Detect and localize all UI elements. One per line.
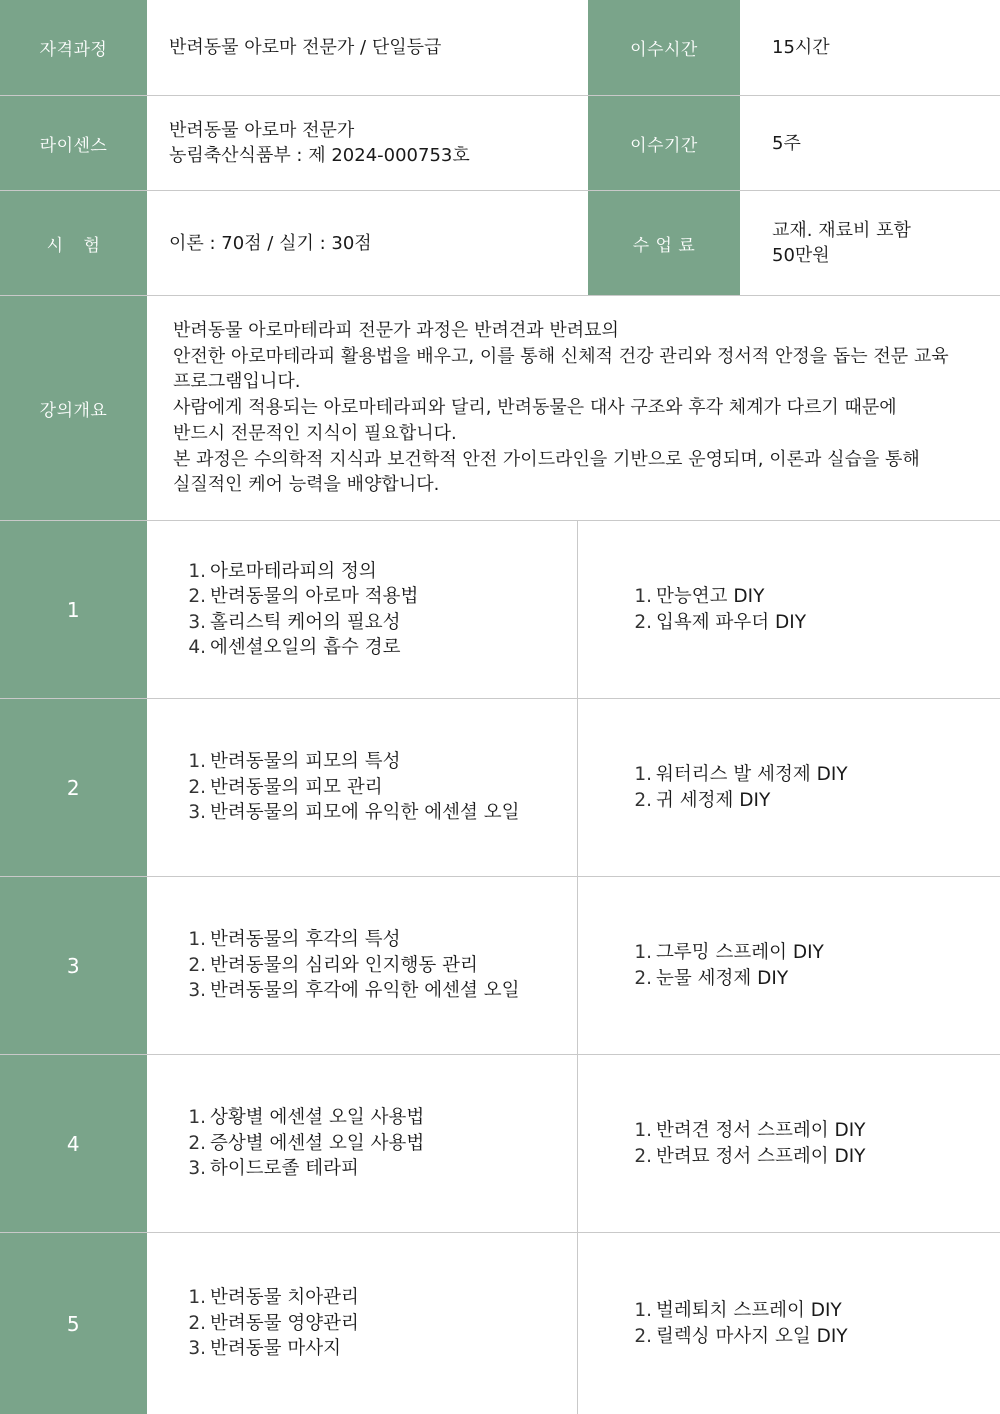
label-overview: 강의개요 — [0, 296, 147, 520]
session-row-3 — [0, 877, 1000, 1055]
value-fee: 교재. 재료비 포함 50만원 — [772, 220, 911, 266]
session-practice — [578, 521, 1000, 698]
list-item: 2. 반려동물의 아로마 적용법 — [188, 586, 419, 607]
theory-list — [182, 1105, 424, 1182]
session-number: 1 — [0, 521, 147, 698]
list-item: 3. 홀리스틱 케어의 필요성 — [188, 611, 401, 633]
session-practice — [578, 1233, 1000, 1414]
list-item: 2. 릴렉싱 마사지 오일 DIY — [634, 1325, 848, 1347]
list-item: 2. 눈물 세정제 DIY — [634, 967, 789, 989]
session-theory — [147, 1233, 577, 1414]
theory-list — [182, 749, 519, 826]
session-theory — [147, 877, 577, 1054]
overview-text — [147, 296, 1000, 520]
label-hours: 이수시간 — [588, 0, 740, 95]
list-item: 3. 하이드로졸 테라피 — [188, 1158, 359, 1180]
overview-line: 안전한 아로마테라피 활용법을 배우고, 이를 통해 신체적 건강 관리와 정서적 안정을 돕는 전문 교육 — [173, 345, 949, 367]
session-row-4 — [0, 1055, 1000, 1233]
list-item: 3. 반려동물의 후각에 유익한 에센셜 오일 — [188, 980, 520, 1002]
list-item: 2. 반려동물의 심리와 인지행동 관리 — [188, 954, 478, 976]
practice-list — [628, 762, 848, 813]
practice-list — [628, 584, 806, 635]
practice-list — [628, 1118, 865, 1169]
session-practice — [578, 877, 1000, 1054]
theory-list — [182, 927, 519, 1004]
value-license: 반려동물 아로마 전문가 농림축산식품부 : 제 2024-000753호 — [169, 120, 470, 166]
session-theory — [147, 521, 577, 698]
value-hours: 15시간 — [772, 37, 830, 58]
info-row-course — [0, 0, 1000, 96]
list-item: 2. 귀 세정제 DIY — [634, 789, 771, 811]
list-item: 1. 벌레퇴치 스프레이 DIY — [634, 1300, 842, 1321]
list-item: 1. 만능연고 DIY — [634, 586, 765, 607]
overview-line: 사람에게 적용되는 아로마테라피와 달리, 반려동물은 대사 구조와 후각 체계가 다르기 때문에 — [173, 397, 897, 419]
value-course: 반려동물 아로마 전문가 / 단일등급 — [169, 37, 442, 58]
list-item: 1. 반려동물 치아관리 — [188, 1287, 359, 1309]
list-item: 1. 아로마테라피의 정의 — [188, 560, 377, 582]
list-item: 3. 반려동물의 피모에 유익한 에센셜 오일 — [188, 802, 520, 824]
list-item: 1. 워터리스 발 세정제 DIY — [634, 764, 848, 785]
value-exam: 이론 : 70점 / 실기 : 30점 — [169, 232, 372, 254]
list-item: 1. 반려견 정서 스프레이 DIY — [634, 1120, 866, 1141]
session-number: 5 — [0, 1233, 147, 1414]
label-fee: 수 업 료 — [588, 191, 740, 295]
list-item: 1. 그루밍 스프레이 DIY — [634, 942, 824, 963]
session-practice — [578, 699, 1000, 876]
overview-row — [0, 296, 1000, 521]
session-practice — [578, 1055, 1000, 1232]
session-theory — [147, 699, 577, 876]
session-row-5 — [0, 1233, 1000, 1414]
label-license: 라이센스 — [0, 96, 147, 190]
list-item: 2. 반려묘 정서 스프레이 DIY — [634, 1145, 866, 1167]
list-item: 2. 반려동물 영양관리 — [188, 1312, 359, 1334]
practice-list — [628, 940, 824, 991]
info-row-license — [0, 96, 1000, 191]
overview-line: 프로그램입니다. — [173, 371, 301, 393]
overview-line: 본 과정은 수의학적 지식과 보건학적 안전 가이드라인을 기반으로 운영되며, 이론과 실습을 통해 — [173, 448, 920, 470]
list-item: 1. 반려동물의 피모의 특성 — [188, 751, 401, 773]
list-item: 1. 반려동물의 후각의 특성 — [188, 929, 401, 951]
list-item: 2. 반려동물의 피모 관리 — [188, 776, 383, 798]
label-duration: 이수기간 — [588, 96, 740, 190]
session-row-2 — [0, 699, 1000, 877]
overview-line: 반려동물 아로마테라피 전문가 과정은 반려견과 반려묘의 — [173, 320, 619, 342]
session-number: 3 — [0, 877, 147, 1054]
list-item: 2. 증상별 에센셜 오일 사용법 — [188, 1132, 425, 1154]
overview-line: 반드시 전문적인 지식이 필요합니다. — [173, 422, 457, 444]
label-exam: 시 험 — [0, 191, 147, 295]
value-duration: 5주 — [772, 132, 801, 154]
label-course: 자격과정 — [0, 0, 147, 95]
info-row-exam — [0, 191, 1000, 296]
theory-list — [182, 1285, 359, 1362]
session-number: 4 — [0, 1055, 147, 1232]
session-row-1 — [0, 521, 1000, 699]
session-number: 2 — [0, 699, 147, 876]
theory-list — [182, 559, 418, 661]
list-item: 3. 반려동물 마사지 — [188, 1338, 341, 1360]
overview-line: 실질적인 케어 능력을 배양합니다. — [173, 474, 440, 496]
list-item: 4. 에센셜오일의 흡수 경로 — [188, 637, 401, 658]
practice-list — [628, 1298, 848, 1349]
list-item: 2. 입욕제 파우더 DIY — [634, 611, 806, 633]
list-item: 1. 상황별 에센셜 오일 사용법 — [188, 1107, 425, 1129]
session-theory — [147, 1055, 577, 1232]
